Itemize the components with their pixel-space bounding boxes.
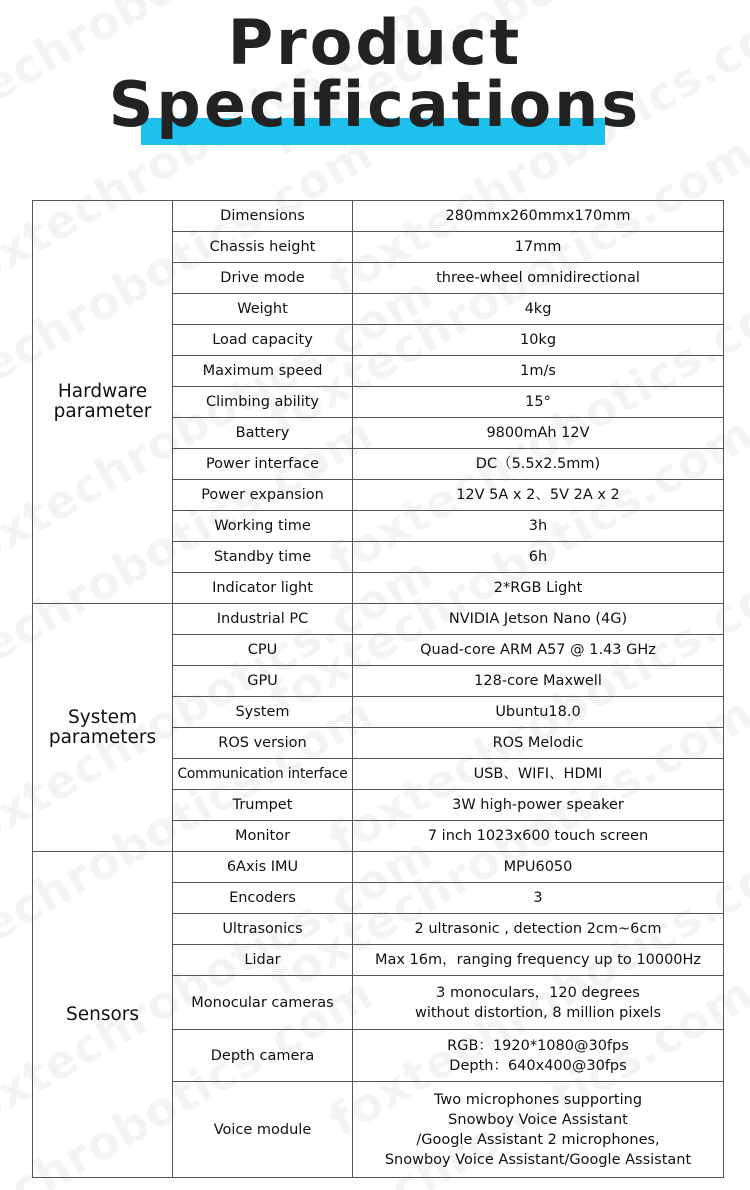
spec-label: Depth camera — [173, 1030, 353, 1082]
group-label: System parameters — [33, 604, 173, 852]
title-line-1 — [227, 6, 523, 79]
spec-value: RGB：1920*1080@30fps Depth：640x400@30fps — [353, 1030, 724, 1082]
spec-label: 6Axis IMU — [173, 852, 353, 883]
spec-row — [33, 852, 724, 883]
spec-value: Two microphones supporting Snowboy Voice Assistant /Google Assistant 2 microphones, Snowboy Voice Assistant/Google Assistant — [353, 1082, 724, 1178]
spec-label: Power expansion — [173, 480, 353, 511]
spec-label: Load capacity — [173, 325, 353, 356]
spec-label: Power interface — [173, 449, 353, 480]
spec-value: 7 inch 1023x600 touch screen — [353, 821, 724, 852]
spec-label: Monitor — [173, 821, 353, 852]
spec-label: GPU — [173, 666, 353, 697]
spec-value: 3W high-power speaker — [353, 790, 724, 821]
spec-value: 4kg — [353, 294, 724, 325]
spec-value: 280mmx260mmx170mm — [353, 201, 724, 232]
spec-value: USB、WIFI、HDMI — [353, 759, 724, 790]
spec-value: 10kg — [353, 325, 724, 356]
spec-label: System — [173, 697, 353, 728]
spec-table-body — [33, 201, 724, 1178]
group-label: Hardware parameter — [33, 201, 173, 604]
spec-label: Battery — [173, 418, 353, 449]
spec-label: Industrial PC — [173, 604, 353, 635]
spec-value: 15° — [353, 387, 724, 418]
spec-row — [33, 604, 724, 635]
spec-value: 1m/s — [353, 356, 724, 387]
spec-label: Voice module — [173, 1082, 353, 1178]
spec-value: three-wheel omnidirectional — [353, 263, 724, 294]
spec-value: 128-core Maxwell — [353, 666, 724, 697]
spec-label: Monocular cameras — [173, 976, 353, 1030]
spec-value: 3h — [353, 511, 724, 542]
spec-value: NVIDIA Jetson Nano (4G) — [353, 604, 724, 635]
page-title — [0, 6, 750, 141]
spec-label: Lidar — [173, 945, 353, 976]
spec-label: Communication interface — [173, 759, 353, 790]
spec-value: ROS Melodic — [353, 728, 724, 759]
spec-value: 9800mAh 12V — [353, 418, 724, 449]
group-label: Sensors — [33, 852, 173, 1178]
spec-label: CPU — [173, 635, 353, 666]
spec-label: Encoders — [173, 883, 353, 914]
spec-value: 3 — [353, 883, 724, 914]
spec-label: Chassis height — [173, 232, 353, 263]
spec-label: Working time — [173, 511, 353, 542]
spec-value: MPU6050 — [353, 852, 724, 883]
spec-label: Standby time — [173, 542, 353, 573]
spec-value: Quad-core ARM A57 @ 1.43 GHz — [353, 635, 724, 666]
spec-label: Weight — [173, 294, 353, 325]
spec-value: Ubuntu18.0 — [353, 697, 724, 728]
spec-value: 6h — [353, 542, 724, 573]
spec-label: Indicator light — [173, 573, 353, 604]
title-line-1-text: Product — [227, 6, 523, 79]
spec-value: 12V 5A x 2、5V 2A x 2 — [353, 480, 724, 511]
spec-table — [32, 200, 724, 1178]
spec-value: 2 ultrasonic , detection 2cm~6cm — [353, 914, 724, 945]
spec-value: 2*RGB Light — [353, 573, 724, 604]
spec-value: 3 monoculars，120 degrees without distortion, 8 million pixels — [353, 976, 724, 1030]
spec-row — [33, 201, 724, 232]
title-line-2-text: Specifications — [108, 68, 642, 141]
title-line-2 — [108, 68, 642, 141]
spec-label: Dimensions — [173, 201, 353, 232]
spec-label: Climbing ability — [173, 387, 353, 418]
spec-label: Drive mode — [173, 263, 353, 294]
spec-value: Max 16m，ranging frequency up to 10000Hz — [353, 945, 724, 976]
spec-label: Trumpet — [173, 790, 353, 821]
spec-label: Ultrasonics — [173, 914, 353, 945]
spec-value: DC（5.5x2.5mm) — [353, 449, 724, 480]
spec-label: Maximum speed — [173, 356, 353, 387]
spec-value: 17mm — [353, 232, 724, 263]
spec-label: ROS version — [173, 728, 353, 759]
